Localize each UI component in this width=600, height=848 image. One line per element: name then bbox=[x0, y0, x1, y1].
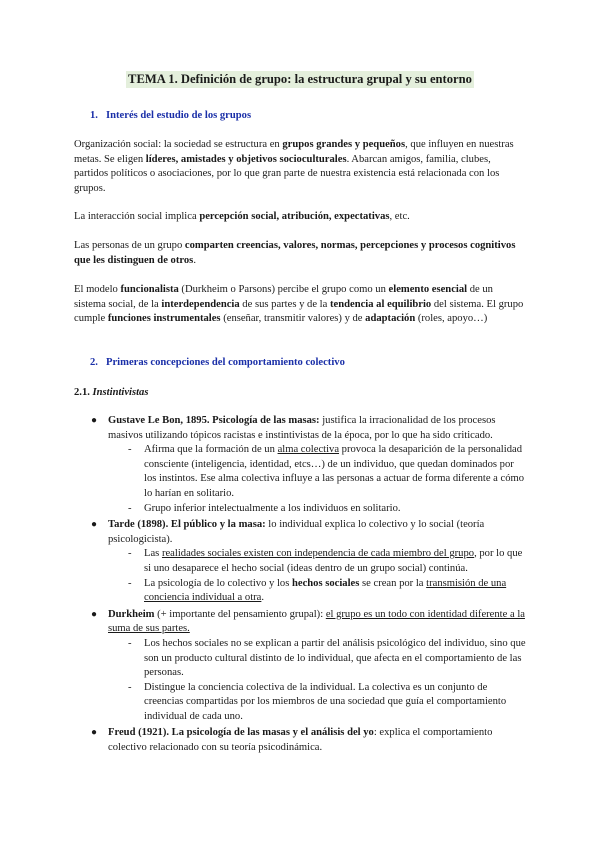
b3-rest: (+ importante del pensamiento grupal): bbox=[154, 608, 326, 620]
b2-s2-a: La psicología de lo colectivo y los bbox=[144, 577, 292, 589]
bullet-list bbox=[74, 414, 526, 756]
p1-text-c: , que influyen en nuestras metas. Se eligen bbox=[74, 139, 514, 165]
p1-text-e: . Abarcan amigos, familia, clubes, partidos políticos o asociaciones, por lo que gran parte de nuestra existencia está relacionada con los grupos. bbox=[74, 153, 500, 194]
p1-bold-b: grupos grandes y pequeños bbox=[282, 139, 406, 150]
p4-bold-b: funcionalista bbox=[120, 284, 179, 295]
p4-bold-l: adaptación bbox=[365, 313, 416, 325]
paragraph-modelo-funcionalista bbox=[74, 283, 526, 327]
b1-s1-underline: alma colectiva bbox=[277, 444, 340, 456]
p4-text-i: del sistema. El grupo cumple bbox=[74, 298, 524, 325]
b2-s2-c: se crean por la bbox=[359, 577, 427, 589]
sub-bullet-hechos-sociales bbox=[74, 637, 526, 681]
sub-bullet-psicologia-colectivo bbox=[74, 577, 526, 606]
b1-s2: Grupo inferior intelectualmente a los individuos en solitario. bbox=[144, 502, 401, 514]
p1-text-a: Organización social: la sociedad se estructura en bbox=[74, 139, 283, 150]
sub-bullet-conciencia-colectiva bbox=[74, 681, 526, 725]
dash-icon: - bbox=[128, 444, 132, 456]
paragraph-personas-grupo bbox=[74, 239, 526, 268]
p2-text-a: La interacción social implica bbox=[74, 211, 200, 222]
b3-underline: el grupo es un todo con identidad diferente a la suma de sus partes. bbox=[108, 608, 525, 635]
section-2-number: 2. bbox=[90, 357, 98, 368]
title-wrap bbox=[0, 71, 600, 89]
b2-s1-underline: realidades sociales existen con independencia de cada miembro del grupo bbox=[161, 548, 475, 560]
b2-s2-d: . bbox=[261, 592, 265, 604]
p1-bold-d: líderes, amistades y objetivos socioculturales bbox=[145, 153, 347, 165]
subsection-2-1-number: 2.1. bbox=[74, 387, 93, 398]
paragraph-organizacion-social bbox=[74, 138, 526, 196]
section-1-heading bbox=[90, 109, 251, 124]
p4-text-m: (roles, apoyo…) bbox=[415, 313, 488, 325]
p2-text-c: , etc. bbox=[389, 211, 410, 222]
bullet-durkheim bbox=[74, 608, 526, 637]
b1-s1-a: Afirma que la formación de un bbox=[144, 444, 278, 456]
b2-s2-underline: transmisión de una conciencia individual a otra bbox=[144, 577, 507, 604]
b4-bold: Freud (1921). La psicología de las masas y el análisis del yo bbox=[108, 727, 374, 739]
dash-icon: - bbox=[128, 681, 132, 693]
b1-rest: justifica la irracionalidad de los procesos masivos utilizando tópicos racistas e instintivistas de la época, por lo que ha sido criticado. bbox=[108, 415, 496, 441]
paragraph-interaccion-social bbox=[74, 210, 526, 225]
bullet-dot-icon: ● bbox=[91, 415, 98, 426]
p4-bold-d: elemento esencial bbox=[388, 284, 468, 295]
bullet-tarde bbox=[74, 518, 526, 547]
bullet-freud bbox=[74, 726, 526, 755]
dash-icon: - bbox=[128, 577, 132, 589]
sub-bullet-grupo-inferior bbox=[74, 502, 526, 517]
section-1-number: 1. bbox=[90, 110, 98, 121]
p4-text-g: de sus partes y de la bbox=[239, 298, 330, 310]
b3-s1: Los hechos sociales no se explican a partir del análisis psicológico del individuo, sino que son un producto cultural distinto de lo individual, que afecta en el comportamiento de las personas. bbox=[144, 637, 526, 679]
b2-s1-a: Las bbox=[144, 548, 162, 560]
b1-s1-b: provoca la desaparición de la personalidad consciente (inteligencia, identidad, etcs…) de un individuo, que quedan dominados por los instintos. Ese alma colectiva influye a las personas a actuar de forma diferente a cómo lo harían en solitario. bbox=[144, 444, 525, 499]
b2-s1-b: , por lo que si uno desaparece el hecho social (ideas dentro de un grupo social) continúa. bbox=[144, 548, 523, 574]
page-title: TEMA 1. Definición de grupo: la estructura grupal y su entorno bbox=[128, 72, 472, 86]
section-2-heading bbox=[90, 356, 345, 371]
sub-bullet-alma-colectiva bbox=[74, 443, 526, 501]
p4-text-a: El modelo bbox=[74, 284, 121, 295]
p4-bold-f: interdependencia bbox=[161, 298, 240, 310]
p4-bold-j: funciones instrumentales bbox=[107, 313, 221, 325]
p4-text-k: (enseñar, transmitir valores) y de bbox=[220, 313, 366, 325]
b4-rest: : explica el comportamiento colectivo relacionado con su teoría psicodinámica. bbox=[108, 727, 493, 754]
bullet-le-bon bbox=[74, 414, 526, 443]
b1-bold: Gustave Le Bon, 1895. Psicología de las masas: bbox=[108, 415, 320, 426]
subsection-2-1-heading bbox=[74, 386, 148, 401]
bullet-dot-icon: ● bbox=[91, 727, 98, 739]
p3-bold-b: comparten creencias, valores, normas, percepciones y procesos cognitivos que les distinguen de otros bbox=[74, 240, 516, 266]
subsection-2-1-label: Instintivistas bbox=[92, 387, 149, 398]
p4-text-e: de un sistema social, de la bbox=[74, 284, 493, 310]
b2-s2-bold: hechos sociales bbox=[291, 577, 360, 589]
bullet-dot-icon: ● bbox=[91, 608, 98, 620]
b2-rest: lo individual explica lo colectivo y lo social (teoría psicologicista). bbox=[108, 519, 485, 545]
section-2-label: Primeras concepciones del comportamiento colectivo bbox=[106, 357, 345, 368]
dash-icon: - bbox=[128, 502, 132, 514]
p3-text-a: Las personas de un grupo bbox=[74, 240, 185, 251]
p3-text-c: . bbox=[193, 254, 196, 266]
p4-text-c: (Durkheim o Parsons) percibe el grupo como un bbox=[178, 284, 389, 295]
p2-bold-b: percepción social, atribución, expectativas bbox=[199, 211, 390, 222]
dash-icon: - bbox=[128, 637, 132, 649]
section-1-label: Interés del estudio de los grupos bbox=[106, 110, 252, 121]
b3-s2: Distingue la conciencia colectiva de la individual. La colectiva es un conjunto de creencias compartidas por los miembros de una sociedad que guía el comportamiento individual de cada uno. bbox=[144, 681, 507, 722]
dash-icon: - bbox=[128, 548, 132, 560]
p4-bold-h: tendencia al equilibrio bbox=[329, 298, 432, 310]
bullet-dot-icon: ● bbox=[91, 519, 98, 531]
sub-bullet-realidades-sociales bbox=[74, 547, 526, 576]
b2-bold: Tarde (1898). El público y la masa: bbox=[108, 519, 266, 531]
b3-bold: Durkheim bbox=[108, 608, 155, 620]
